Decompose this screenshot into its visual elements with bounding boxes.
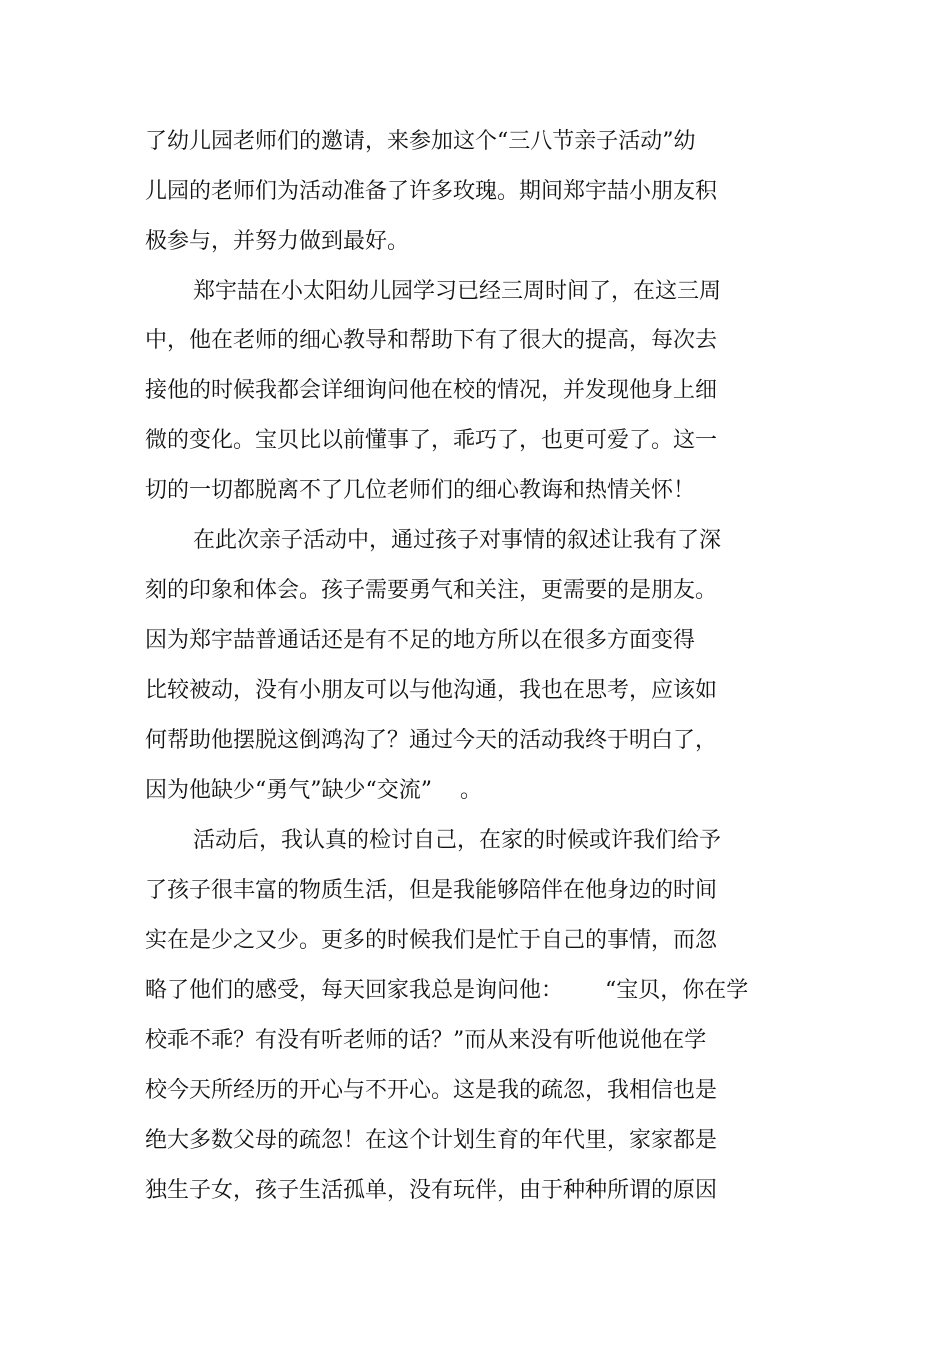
paragraph-line: 校今天所经历的开心与不开心。这是我的疏忽，我相信也是 bbox=[145, 1078, 718, 1103]
paragraph-line: 刻的印象和体会。孩子需要勇气和关注，更需要的是朋友。 bbox=[145, 578, 718, 603]
paragraph-line: 在此次亲子活动中，通过孩子对事情的叙述让我有了深 bbox=[193, 528, 722, 553]
paragraph-line: 因为他缺少“勇气”缺少“交流” 。 bbox=[145, 778, 482, 803]
paragraph-line: 儿园的老师们为活动准备了许多玫瑰。期间郑宇喆小朋友积 bbox=[145, 179, 718, 204]
paragraph-line: 比较被动，没有小朋友可以与他沟通，我也在思考，应该如 bbox=[145, 678, 718, 703]
paragraph-line: 校乖不乖？有没有听老师的话？”而从来没有听他说他在学 bbox=[145, 1028, 707, 1053]
paragraph-line: 郑宇喆在小太阳幼儿园学习已经三周时间了，在这三周 bbox=[193, 279, 722, 304]
paragraph-line: 何帮助他摆脱这倒鸿沟了？通过今天的活动我终于明白了， bbox=[145, 728, 718, 753]
paragraph-line: 独生子女，孩子生活孤单，没有玩伴，由于种种所谓的原因 bbox=[145, 1178, 718, 1203]
paragraph-line: 绝大多数父母的疏忽！在这个计划生育的年代里，家家都是 bbox=[145, 1128, 718, 1153]
paragraph-line: 中，他在老师的细心教导和帮助下有了很大的提高，每次去 bbox=[145, 328, 718, 353]
paragraph-line: 实在是少之又少。更多的时候我们是忙于自己的事情，而忽 bbox=[145, 928, 718, 953]
paragraph-line: 了幼儿园老师们的邀请，来参加这个“三八节亲子活动”幼 bbox=[145, 129, 696, 154]
paragraph-line: 略了他们的感受，每天回家我总是询问他： “宝贝，你在学 bbox=[145, 978, 749, 1003]
paragraph-line: 活动后，我认真的检讨自己，在家的时候或许我们给予 bbox=[193, 828, 722, 853]
paragraph-line: 了孩子很丰富的物质生活，但是我能够陪伴在他身边的时间 bbox=[145, 878, 718, 903]
paragraph-line: 微的变化。宝贝比以前懂事了，乖巧了，也更可爱了。这一 bbox=[145, 428, 718, 453]
paragraph-line: 切的一切都脱离不了几位老师们的细心教诲和热情关怀！ bbox=[145, 478, 696, 503]
paragraph-line: 因为郑宇喆普通话还是有不足的地方所以在很多方面变得 bbox=[145, 628, 696, 653]
paragraph-line: 极参与，并努力做到最好。 bbox=[145, 229, 410, 254]
paragraph-line: 接他的时候我都会详细询问他在校的情况，并发现他身上细 bbox=[145, 378, 718, 403]
